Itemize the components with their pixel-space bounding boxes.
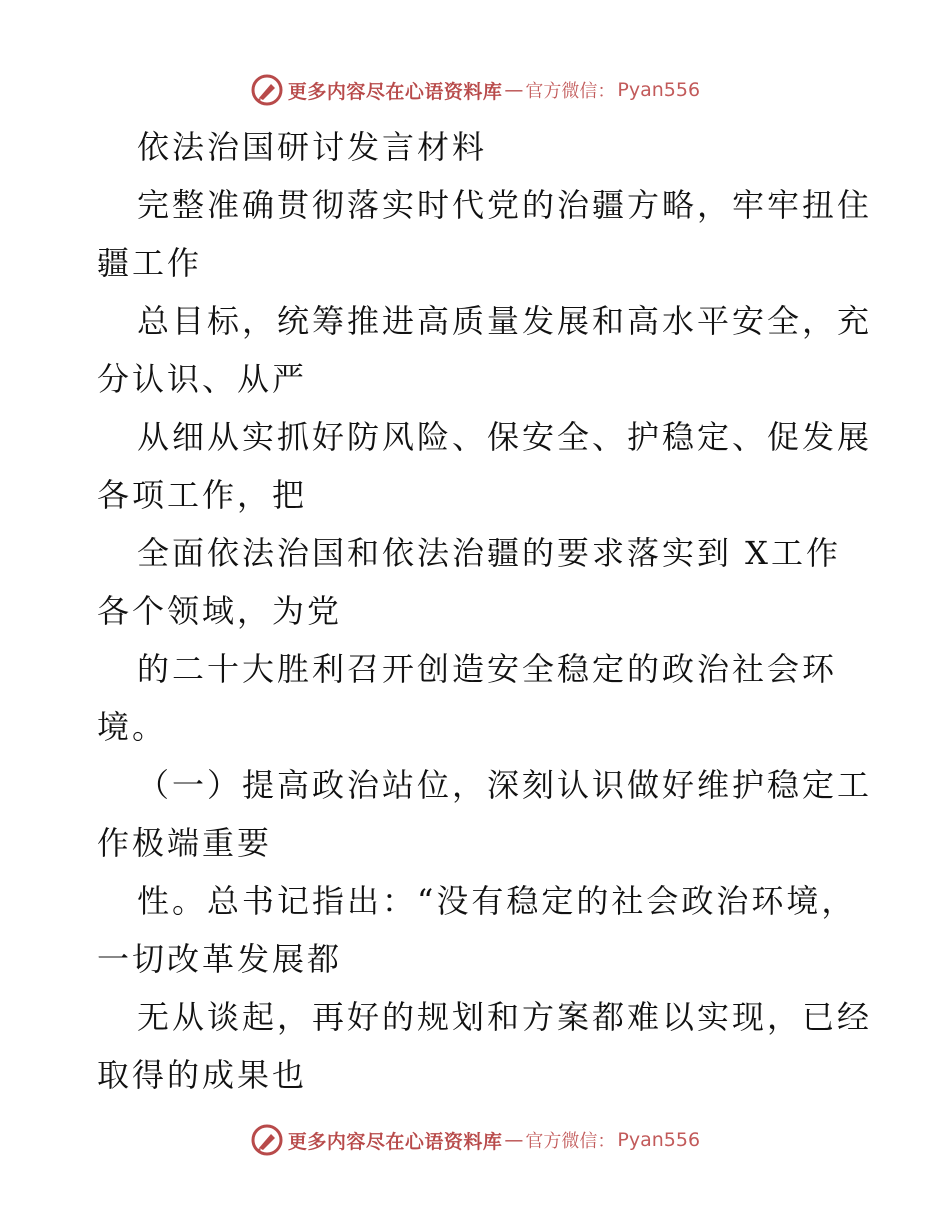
text-line: 各项工作，把 [97,476,308,514]
watermark-separator: — [504,79,524,101]
text-line: 完整准确贯彻落实时代党的治疆方略，牢牢扭住 [137,186,873,224]
text-line: 全面依法治国和依法治疆的要求落实到 X工作 [137,534,841,572]
watermark-label: 官方微信： [525,81,616,102]
text-line: 作极端重要 [97,824,273,862]
text-line: 取得的成果也 [97,1056,308,1094]
text-line: 各个领域，为党 [97,592,343,630]
section-heading-line: （一）提高政治站位，深刻认识做好维护稳定工 [137,766,873,804]
watermark-id: Pyan556 [617,79,701,101]
text-line: 的二十大胜利召开创造安全稳定的政治社会环 [137,650,838,688]
text-line: 疆工作 [97,244,203,282]
text-line: 境。 [97,708,168,746]
pen-logo-icon [250,1123,284,1157]
header-watermark [0,70,950,110]
text-line: 分认识、从严 [97,360,308,398]
watermark-text: 更多内容尽在心语资料库 [287,80,503,103]
text-line: 从细从实抓好防风险、保安全、护稳定、促发展 [137,418,873,456]
text-line: 性。总书记指出：“没有稳定的社会政治环境， [137,882,857,920]
document-title: 依法治国研讨发言材料 [137,128,488,166]
pen-logo-icon [250,73,284,107]
watermark-label: 官方微信： [525,1131,616,1152]
watermark-separator: — [504,1129,524,1151]
text-line: 无从谈起，再好的规划和方案都难以实现，已经 [137,998,873,1036]
document-body [97,118,873,1104]
footer-watermark [0,1120,950,1160]
text-line: 一切改革发展都 [97,940,343,978]
watermark-text: 更多内容尽在心语资料库 [287,1130,503,1153]
text-line: 总目标，统筹推进高质量发展和高水平安全，充 [137,302,873,340]
watermark-id: Pyan556 [617,1129,701,1151]
